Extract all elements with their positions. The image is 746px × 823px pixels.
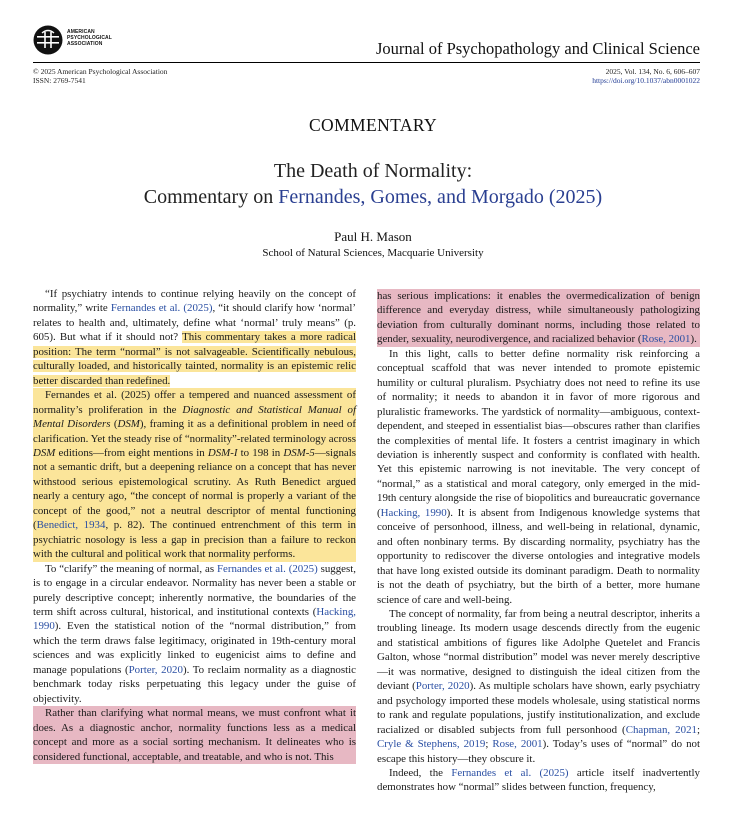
title-line-2 (0, 184, 746, 210)
text: The concept of normality, far from being a neutral descriptor, inherits a troubling lineage. Its modern usage descends directly from the eugenic and statistical ambitions of figures like Adolphe Quetelet and Francis Galton, whose “normal distribution” model was never merely descriptive—it was normative, designed to distinguish the ideal citizen from the deviant ( (377, 607, 700, 693)
emphasis: DSM (117, 418, 140, 431)
text: ). Even the statistical notion of the “normal distribution,” from which the term draws false legitimacy, originated in 19th-century moral sciences and was explicitly linked to eugenicist aims to define and manage populations ( (33, 620, 356, 676)
citation-link[interactable]: Fernandes et al. (2025) (216, 562, 318, 575)
emphasis: DSM-5 (283, 446, 315, 459)
citation-link[interactable]: Rose, 2001 (492, 738, 543, 751)
article-kind: COMMENTARY (308, 115, 438, 135)
citation-link[interactable]: Fernandes et al. (2025) (451, 766, 569, 779)
publisher-line: ASSOCIATION (67, 41, 103, 47)
citation-link[interactable]: Cryle & Stephens, 2019 (377, 738, 486, 751)
text: Rather than clarifying what normal means, we must confront what it does. As a diagnostic anchor, normality functions less as a medical concept and more as a social sorting mechanism. It delineates who is considered functional, acceptable, and treatable, and who is not. This (33, 707, 356, 763)
copyright: © 2025 American Psychological Association (33, 67, 168, 76)
left-column (33, 287, 356, 764)
emphasis: DSM (33, 446, 56, 459)
title-line-1: The Death of Normality: (273, 160, 473, 182)
header-rule (33, 62, 700, 63)
text: ). Today’s uses of “normal” do not escape this history—they obscure it. (377, 738, 700, 765)
text: —signals not a semantic drift, but a deepening reliance on a concept that has never withstood serious epistemological scrutiny. As Ruth Benedict argued nearly a century ago, “the concept of normal is properly a variant of the concept of the good,” not a neutral descriptor of mental functioning ( (33, 446, 356, 532)
citation-link[interactable]: Benedict, 1934 (36, 519, 106, 532)
apa-logo (33, 25, 123, 55)
apa-logo-icon (33, 25, 63, 55)
title-prefix: Commentary on (143, 186, 279, 208)
citation-link[interactable]: Chapman, 2021 (625, 723, 697, 736)
paragraph (377, 347, 700, 607)
text: , “it should clarify how ‘normal’ relates to health and, ultimately, define what ‘normal’ truly means” (p. 605). But what if it should not? (33, 302, 357, 344)
paragraph-highlighted (377, 289, 700, 347)
citation-link[interactable]: Porter, 2020 (128, 663, 183, 676)
text: editions—from eight mentions in (55, 446, 208, 459)
text: “If psychiatry intends to continue relying heavily on the concept of normality,” write (33, 288, 356, 315)
text: ). It is absent from Indigenous knowledge systems that conceive of personhood, illness, and well-being in relational, dynamic, and often nonbinary terms. By discarding normality, psychiatry has the opportunity to rediscover the diverse ontologies and integrative models that have long existed outside its dominant paradigm. Death to normality is not the death of psychiatry, but the birth of a better, more humane science of care and well-being. (377, 506, 700, 606)
volume-info: 2025, Vol. 134, No. 6, 606–607 (605, 67, 700, 76)
paragraph-highlighted (33, 388, 356, 561)
text: ), framing it as a definitional problem in need of clarification. Yet the steady rise of “normality”-related terminology across (33, 418, 356, 445)
text: Fernandes et al. (2025) offer a tempered and nuanced assessment of normality’s proliferation in the (33, 389, 356, 416)
paragraph-highlighted (33, 706, 356, 764)
paragraph (33, 562, 356, 707)
author-affiliation: School of Natural Sciences, Macquarie University (262, 247, 484, 259)
publisher-line: PSYCHOLOGICAL (67, 35, 112, 41)
issn: ISSN: 2769-7541 (33, 76, 86, 85)
citation-link[interactable]: Hacking, 1990 (380, 506, 447, 519)
citation-block (592, 67, 700, 85)
text: ). As multiple scholars have shown, early psychiatry and psychology imported these models wholesale, using statistical norms to rank and regulate populations, justify institutionalization, and exclude racialized or disabled subjects from full personhood ( (377, 680, 701, 736)
text: ). (690, 333, 697, 346)
paragraph (33, 287, 356, 388)
citation-link[interactable]: Rose, 2001 (641, 333, 691, 346)
journal-title: Journal of Psychopathology and Clinical Science (376, 39, 700, 58)
right-column (377, 289, 700, 795)
author-name: Paul H. Mason (334, 229, 412, 244)
doi-link[interactable]: https://doi.org/10.1037/abn0001022 (592, 76, 700, 85)
copyright-block (33, 67, 167, 85)
paragraph (377, 766, 700, 795)
article-title (0, 158, 746, 210)
title-target-link[interactable]: Fernandes, Gomes, and Morgado (2025) (278, 186, 603, 208)
publisher-name (67, 29, 127, 47)
text: ( (110, 418, 118, 431)
paragraph (377, 607, 700, 766)
text: ; (696, 723, 700, 736)
text: to 198 in (237, 446, 284, 459)
citation-link[interactable]: Porter, 2020 (415, 680, 470, 693)
highlight-yellow: This commentary takes a more radical position: The term “normal” is not salvageable. Scientifically nebulous, culturally loaded, and historically tainted, normality is an epistemic relic better discarded than redefined. (33, 331, 357, 387)
text: To “clarify” the meaning of normal, as (45, 562, 217, 575)
citation-link[interactable]: Hacking, 1990 (33, 605, 356, 633)
text: , p. 82). The continued entrenchment of this term in psychiatric nosology is less a gap in precision than a failure to reckon with the cultural and political work that normality performs. (33, 519, 356, 561)
emphasis: Diagnostic and Statistical Manual of Mental Disorders (33, 403, 356, 431)
text: Indeed, the (389, 766, 452, 779)
text: ). To reclaim normality as a diagnostic benchmark today risks perpetuating this legacy under the guise of objectivity. (33, 663, 356, 705)
text: has serious implications: it enables the overmedicalization of benign difference and everyday distress, while simultaneously pathologizing deviation from culturally dominant norms, including those related to gender, sexuality, neurodivergence, and racialized behavior ( (377, 290, 700, 346)
text: suggest, is to engage in a circular endeavor. Normality has never been a stable or purely descriptive concept; inherently normative, the boundaries of the term shift across cultural, historical, and institutional contexts ( (33, 562, 356, 618)
emphasis: DSM-I (207, 446, 238, 459)
publisher-line: AMERICAN (67, 29, 95, 35)
citation-link[interactable]: Fernandes et al. (2025) (110, 302, 213, 315)
text: In this light, calls to better define normality risk reinforcing a conceptual scaffold that was never intended to promote epistemic humility or cultural pluralism. Psychiatry does not need to refine its use of normality; it needs to abandon it in favor of more rigorous and pluralistic frameworks. The yardstick of normality—ambiguous, context-dependent, and steeped in essentialist bias—obscures rather than clarifies the complexities of mental life. It fosters a centrist imaginary in which deviation is inherently suspect and conformity is conflated with health. Yet this epistemic narrowing is not inevitable. The very concept of “normal,” as a statistical and moral category, only emerged in the mid-19th century alongside the rise of biopolitics and bureaucratic governance ( (377, 347, 700, 519)
text: ; (485, 738, 493, 751)
text: article itself inadvertently demonstrates how “normal” slides between function, frequency, (377, 766, 700, 794)
